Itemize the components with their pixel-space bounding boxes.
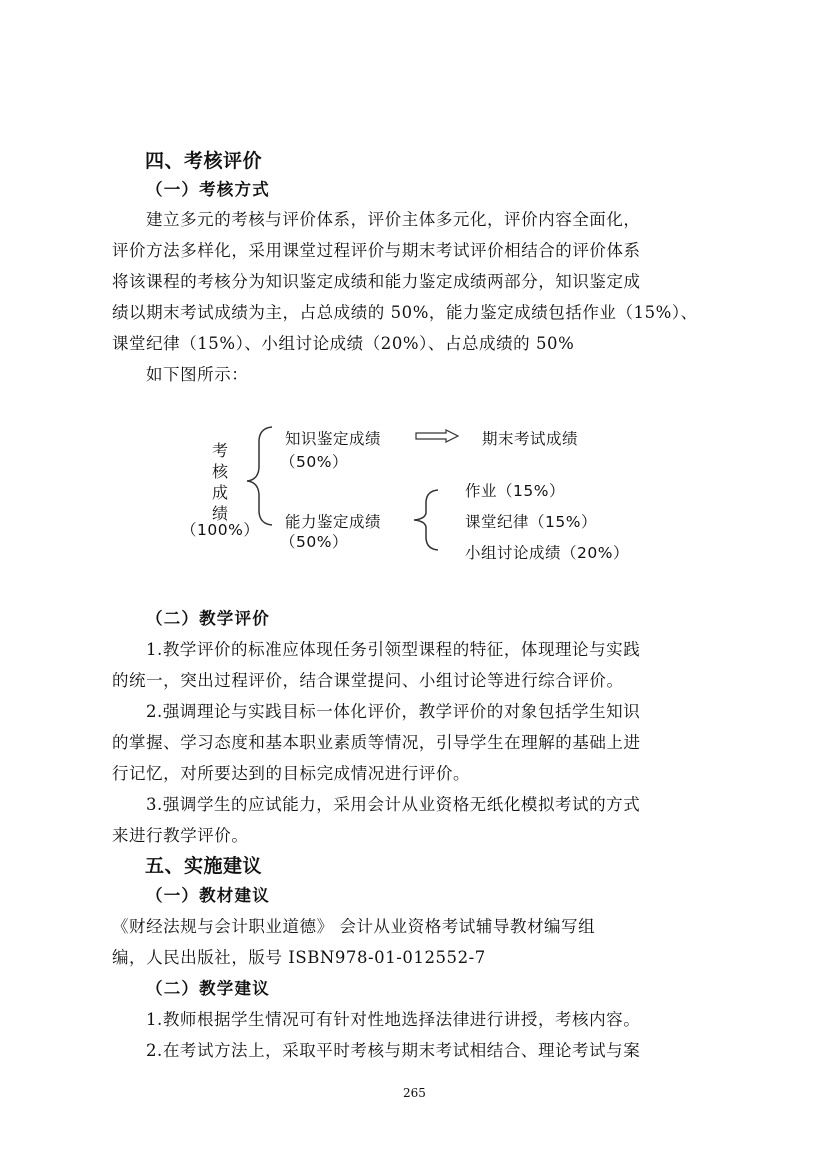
paragraph-line: 绩以期末考试成绩为主，占总成绩的 50%，能力鉴定成绩包括作业（15%）、 [112, 303, 698, 322]
ability-score-percent: （50%） [280, 533, 348, 551]
paragraph-line: 如下图所示： [146, 365, 249, 384]
ability-item-classroom-discipline: 课堂纪律（15%） [465, 513, 597, 531]
ability-item-group-discussion: 小组讨论成绩（20%） [465, 544, 629, 562]
paragraph-line: 2.强调理论与实践目标一体化评价，教学评价的对象包括学生知识 [146, 702, 641, 721]
knowledge-score-label: 知识鉴定成绩 [285, 430, 382, 448]
diagram-root-char: 考 [211, 441, 228, 460]
subsection-textbook-title: （一）教材建议 [146, 886, 270, 905]
diagram-root-percent: （100%） [181, 521, 260, 539]
paragraph-line: 《财经法规与会计职业道德》 会计从业资格考试辅导教材编写组 [112, 917, 596, 936]
subsection-assessment-method-title: （一）考核方式 [146, 180, 270, 199]
paragraph-line: 评价方法多样化，采用课堂过程评价与期末考试评价相结合的评价体系 [112, 241, 641, 260]
section-5-title: 五、实施建议 [145, 855, 263, 877]
paragraph-line: 的掌握、学习态度和基本职业素质等情况，引导学生在理解的基础上进 [112, 733, 641, 752]
paragraph-line: 编，人民出版社，版号 ISBN978-01-012552-7 [112, 948, 486, 967]
diagram-root-char: 成 [211, 483, 228, 502]
ability-score-label: 能力鉴定成绩 [285, 513, 382, 531]
paragraph-line: 建立多元的考核与评价体系，评价主体多元化，评价内容全面化， [146, 210, 641, 229]
brace-main [247, 427, 272, 525]
paragraph-line: 的统一，突出过程评价，结合课堂提问、小组讨论等进行综合评价。 [112, 671, 624, 690]
page-number: 265 [403, 1086, 426, 1100]
final-exam-score-label: 期末考试成绩 [482, 430, 579, 448]
diagram-root-char: 核 [211, 462, 228, 481]
paragraph-line: 行记忆，对所要达到的目标完成情况进行评价。 [112, 764, 471, 783]
knowledge-score-percent: （50%） [280, 453, 348, 471]
paragraph-line: 将该课程的考核分为知识鉴定成绩和能力鉴定成绩两部分，知识鉴定成 [112, 272, 641, 291]
section-4-title: 四、考核评价 [145, 150, 263, 172]
paragraph-line: 2.在考试方法上，采取平时考核与期末考试相结合、理论考试与案 [146, 1041, 641, 1060]
subsection-teaching-suggestion-title: （二）教学建议 [146, 979, 270, 998]
paragraph-line: 1.教师根据学生情况可有针对性地选择法律进行讲授，考核内容。 [146, 1010, 641, 1029]
arrow-icon [416, 430, 458, 442]
paragraph-line: 3.强调学生的应试能力，采用会计从业资格无纸化模拟考试的方式 [146, 795, 641, 814]
paragraph-line: 来进行教学评价。 [112, 826, 249, 845]
paragraph-line: 课堂纪律（15%）、小组讨论成绩（20%）、占总成绩的 50% [112, 334, 575, 353]
paragraph-line: 1.教学评价的标准应体现任务引领型课程的特征，体现理论与实践 [146, 640, 641, 659]
subsection-teaching-evaluation-title: （二）教学评价 [146, 609, 270, 628]
brace-ability [414, 490, 438, 550]
ability-item-homework: 作业（15%） [465, 482, 565, 500]
diagram-root-char: 绩 [211, 504, 228, 523]
